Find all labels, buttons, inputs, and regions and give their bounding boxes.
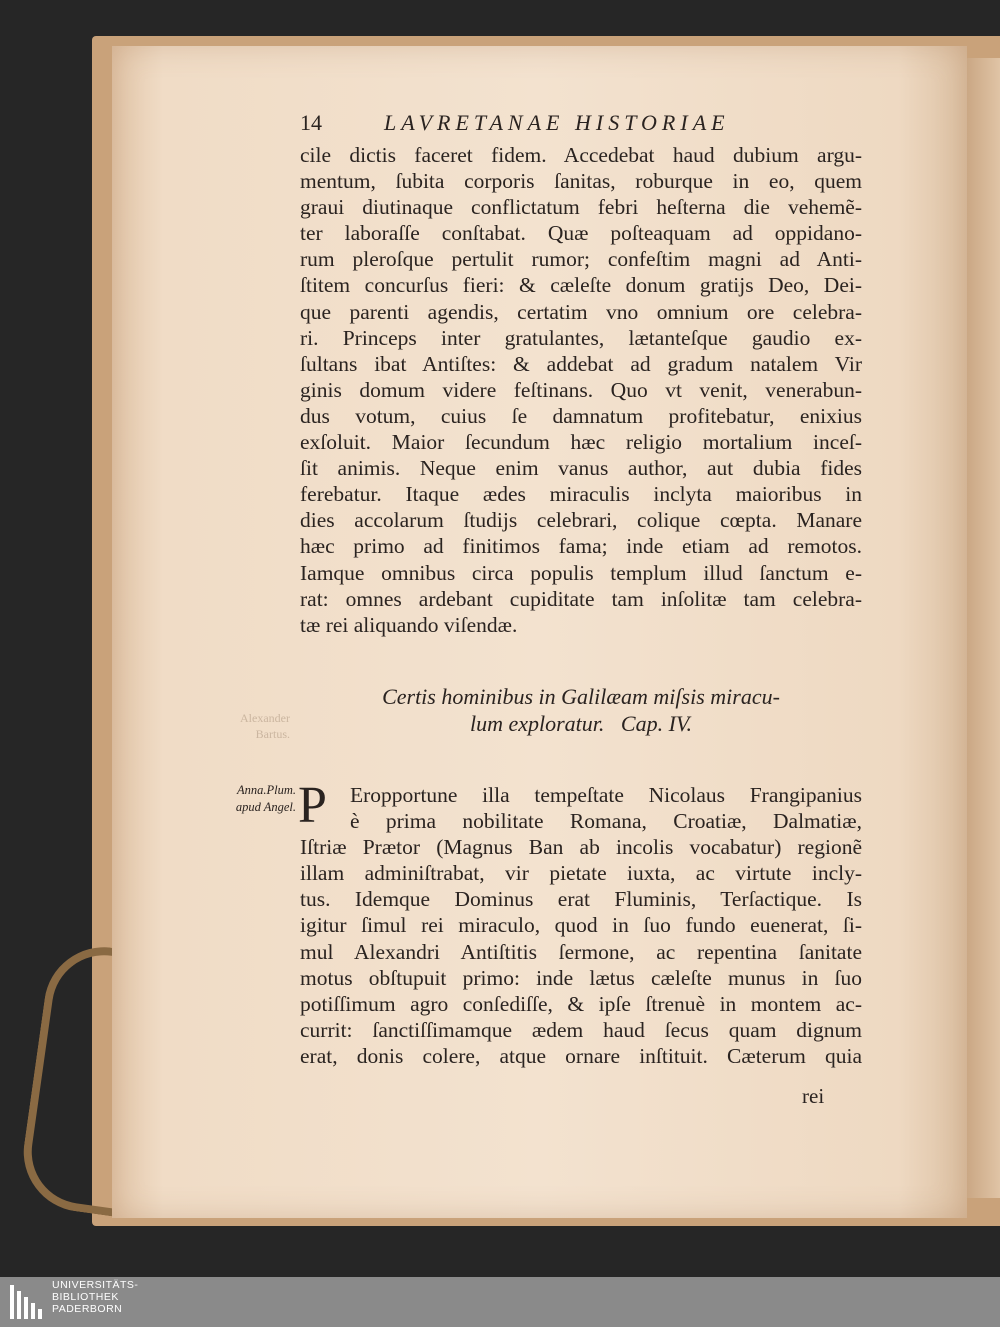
text-line: igitur ſimul rei miraculo, quod in ſuo fundo euenerat, ſi- — [300, 913, 862, 938]
text-line: ſultans ibat Antiſtes: & addebat ad gradum natalem Vir — [300, 351, 862, 376]
body-paragraph — [300, 142, 862, 638]
bleed-line: Alexander — [240, 711, 290, 725]
heading-line: Certis hominibus in Galilæam miſsis miracu- — [382, 684, 780, 709]
running-title: LAVRETANAE HISTORIAE — [384, 110, 730, 135]
logo-line: UNIVERSITÄTS- — [52, 1279, 139, 1291]
text-line: motus obſtupuit primo: inde lætus cæleſte munus in ſuo — [300, 965, 862, 990]
page-number: 14 — [300, 110, 322, 135]
bleed-line: Bartus. — [255, 727, 290, 741]
running-head — [300, 110, 780, 140]
text-line: Iamque omnibus circa populis templum illud ſanctum e- — [300, 560, 862, 585]
text-line: dus votum, cuius ſe damnatum profitebatur, enixius — [300, 403, 862, 428]
logo-line: PADERBORN — [52, 1303, 123, 1315]
text-line: que parenti agendis, certatim vno omnium ore celebra- — [300, 299, 862, 324]
marginal-line: Anna.Plum. — [236, 783, 296, 797]
text-line: rat: omnes ardebant cupiditate tam inſolitæ tam celebra- — [300, 586, 862, 611]
text-line: cile dictis faceret fidem. Accedebat haud dubium argu- — [300, 143, 862, 167]
text-line: erat, donis colere, atque ornare inſtituit. Cæterum quia — [300, 1043, 862, 1068]
marginal-line: apud Angel. — [235, 800, 296, 814]
marginal-note — [212, 782, 296, 816]
text-line: currit: ſanctiſſimamque ædem haud ſecus quam dignum — [300, 1017, 862, 1042]
text-line: exſoluit. Maior ſecundum hæc religio mortalium inceſ- — [300, 430, 862, 455]
text-line: tæ rei aliquando viſendæ. — [300, 612, 518, 637]
text-line: ſit animis. Neque enim vanus author, aut dubia fides — [300, 456, 862, 481]
text-line: Iſtriæ Prætor (Magnus Ban ab incolis vocabatur) regionẽ — [300, 835, 862, 860]
text-line: hæc primo ad finitimos fama; inde etiam ad remotos. — [300, 534, 862, 559]
text-line: è prima nobilitate Romana, Croatiæ, Dalmatiæ, — [350, 809, 862, 834]
library-logo-icon — [8, 1281, 48, 1323]
text-line: ferebatur. Itaque ædes miraculis inclyta maioribus in — [300, 482, 862, 507]
text-line: ſtitem concurſus fieri: & cæleſte donum gratijs Deo, Dei- — [300, 273, 862, 298]
footer-bar — [0, 1277, 1000, 1327]
chapter-paragraph — [298, 777, 862, 1069]
text-line: Eropportune illa tempeſtate Nicolaus Frangipanius — [350, 783, 862, 807]
text-line: potiſſimum agro conſediſſe, & ipſe ſtrenuè in montem ac- — [300, 991, 862, 1016]
text-line: dies accolarum ſtudijs celebrari, colique cœpta. Manare — [300, 508, 862, 533]
text-line: graui diutinaque conflictatum febri heſterna die vehemẽ- — [300, 195, 862, 220]
library-logo-text — [52, 1279, 138, 1315]
bleed-through-text — [210, 710, 290, 742]
catchword: rei — [802, 1084, 825, 1108]
text-line: mul Alexandri Antiſtitis ſermone, ac repentina ſanitate — [300, 939, 862, 964]
drop-cap: P — [298, 777, 327, 834]
text-line: rum pleroſque pertulit rumor; confeſtim magni ad Anti- — [300, 247, 862, 272]
text-line: ri. Princeps inter gratulantes, lætanteſque gaudio ex- — [300, 325, 862, 350]
text-line: ginis domum videre feſtinans. Quo vt venit, venerabun- — [300, 377, 862, 402]
text-line: tus. Idemque Dominus erat Fluminis, Terſactique. Is — [300, 887, 862, 912]
text-line: mentum, ſubita corporis ſanitas, roburque in eo, quem — [300, 169, 862, 194]
facing-page-edge — [962, 58, 1000, 1198]
chapter-heading — [300, 683, 862, 737]
logo-line: BIBLIOTHEK — [52, 1291, 119, 1303]
text-line: ter laboraſſe conſtabat. Quæ poſteaquam ad oppidano- — [300, 221, 862, 246]
text-line: illam adminiſtrabat, vir pietate iuxta, ac virtute incly- — [300, 861, 862, 886]
heading-line: lum exploratur. Cap. IV. — [469, 711, 693, 736]
